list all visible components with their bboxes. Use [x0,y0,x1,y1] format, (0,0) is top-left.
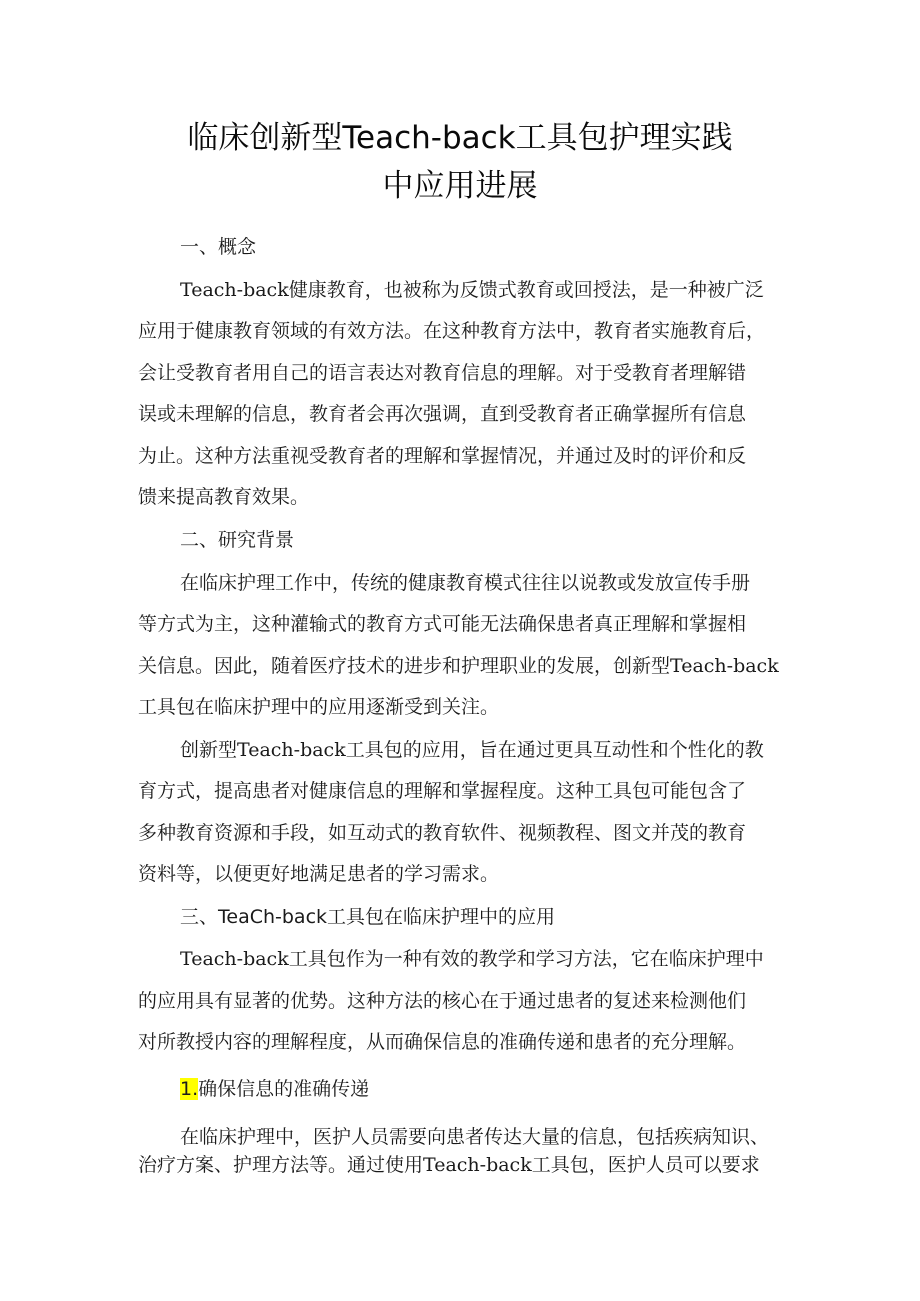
paragraph-line: Teach-back工具包作为一种有效的教学和学习方法，它在临床护理中 [180,948,764,970]
paragraph-line: 的应用具有显著的优势。这种方法的核心在于通过患者的复述来检测他们 [138,990,747,1012]
section-heading-application: 三、TeaCh-back工具包在临床护理中的应用 [180,906,556,928]
subsection-heading [180,1076,830,1102]
paragraph-line: 等方式为主，这种灌输式的教育方式可能无法确保患者真正理解和掌握相 [138,613,747,635]
paragraph-line: 为止。这种方法重视受教育者的理解和掌握情况，并通过及时的评价和反 [138,445,747,467]
document-title-line-1: 临床创新型Teach-back工具包护理实践 [187,120,733,156]
paragraph-line: 对所教授内容的理解程度，从而确保信息的准确传递和患者的充分理解。 [138,1031,747,1053]
paragraph-line: 关信息。因此，随着医疗技术的进步和护理职业的发展，创新型Teach-back [138,655,779,677]
paragraph-line: 在临床护理工作中，传统的健康教育模式往往以说教或发放宣传手册 [180,572,751,594]
paragraph-line: 资料等，以便更好地满足患者的学习需求。 [138,863,500,885]
paragraph-line: 馈来提高教育效果。 [138,486,310,508]
paragraph-line: 育方式，提高患者对健康信息的理解和掌握程度。这种工具包可能包含了 [138,780,747,802]
paragraph-line: 会让受教育者用自己的语言表达对教育信息的理解。对于受教育者理解错 [138,362,747,384]
highlighted-number: 1. [180,1078,199,1100]
document-title-line-2: 中应用进展 [382,168,538,204]
section-heading-background: 二、研究背景 [180,529,295,551]
paragraph-line: 在临床护理中，医护人员需要向患者传达大量的信息，包括疾病知识、 [180,1126,770,1148]
section-heading-concept: 一、概念 [180,236,257,258]
paragraph-line: 治疗方案、护理方法等。通过使用Teach-back工具包，医护人员可以要求 [138,1154,760,1176]
paragraph-line: 应用于健康教育领域的有效方法。在这种教育方法中，教育者实施教育后， [138,320,766,342]
paragraph-line: Teach-back健康教育，也被称为反馈式教育或回授法，是一种被广泛 [180,279,764,301]
subsection-label: 确保信息的准确传递 [198,1078,370,1100]
paragraph-line: 工具包在临床护理中的应用逐渐受到关注。 [138,696,500,718]
paragraph-line: 误或未理解的信息，教育者会再次强调，直到受教育者正确掌握所有信息 [138,403,747,425]
paragraph-line: 多种教育资源和手段，如互动式的教育软件、视频教程、图文并茂的教育 [138,822,747,844]
paragraph-line: 创新型Teach-back工具包的应用，旨在通过更具互动性和个性化的教 [180,739,764,761]
